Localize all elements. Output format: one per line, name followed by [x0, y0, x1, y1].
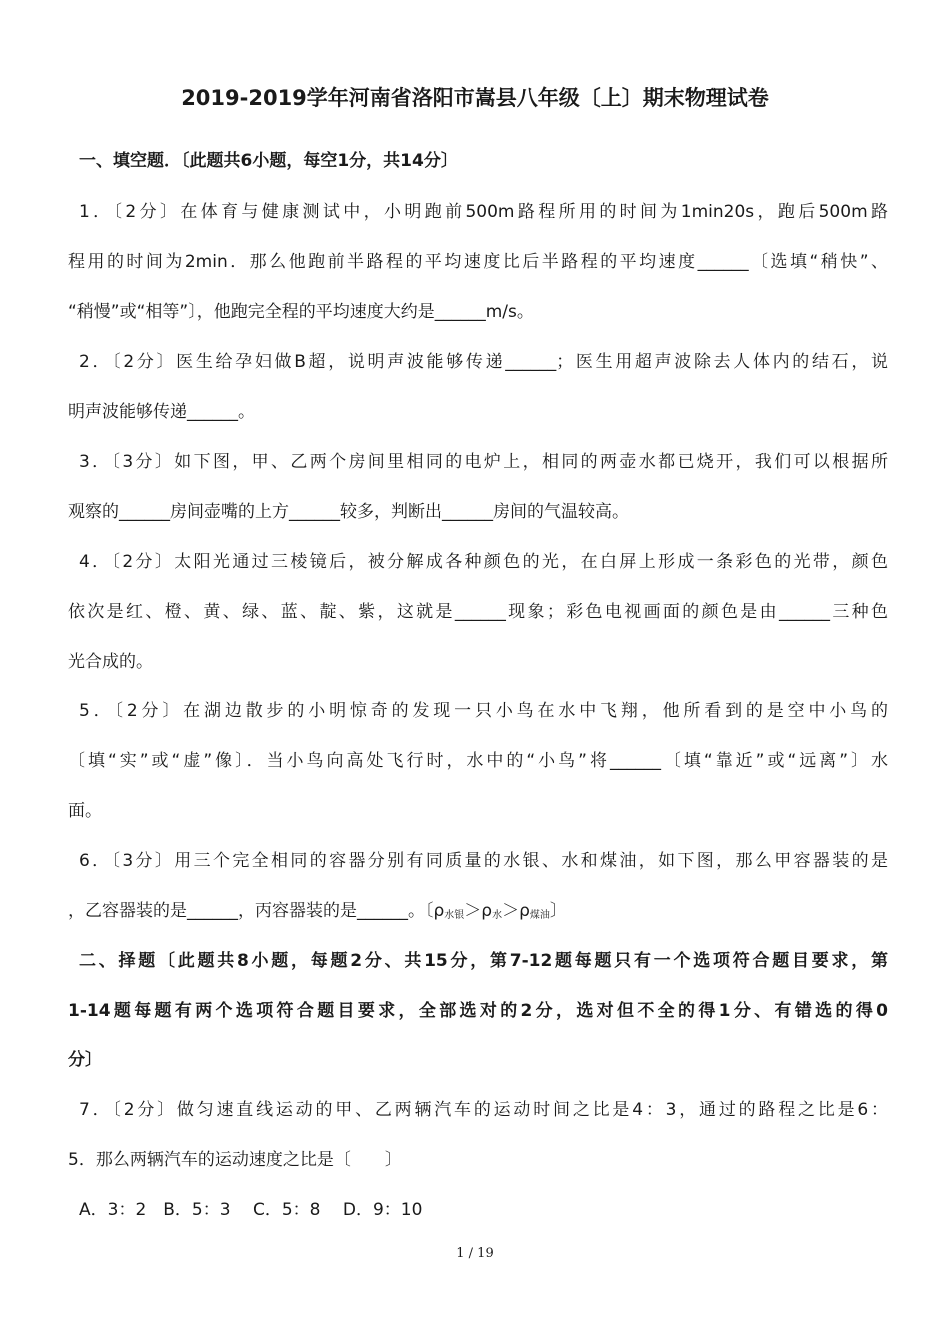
question-7-line-1: 7．〔2分〕做匀速直线运动的甲、乙两辆汽车的运动时间之比是4：3，通过的路程之比是6：: [79, 1100, 888, 1120]
page-number: 1 / 19: [456, 1246, 494, 1261]
question-6-line-2-text: ，乙容器装的是______，丙容器装的是______。〔ρ: [68, 901, 445, 921]
section-heading-fill-in: 一、填空题．〔此题共6小题，每空1分，共14分〕: [79, 151, 458, 171]
question-5-line-2: 〔填“实”或“虚”像〕．当小鸟向高处飞行时，水中的“小鸟”将______〔填“靠近”或“远离”〕水: [68, 751, 888, 771]
page-title: 2019-2019学年河南省洛阳市嵩县八年级〔上〕期末物理试卷: [181, 86, 769, 110]
section-heading-choice-line-1: 二、择题〔此题共8小题，每题2分、共15分，第7-12题每题只有一个选项符合题目要求，第: [79, 951, 888, 971]
question-4-line-3: 光合成的。: [68, 652, 153, 672]
question-3-line-1: 3．〔3分〕如下图，甲、乙两个房间里相同的电炉上，相同的两壶水都已烧开，我们可以根据所: [79, 452, 888, 472]
question-5-line-3: 面。: [68, 801, 102, 821]
rho-subscript-kerosene: 煤油: [529, 910, 550, 921]
greater-than-rho-2: ＞ρ: [502, 901, 530, 921]
rho-subscript-water: 水: [492, 910, 503, 921]
question-5-line-1: 5．〔2分〕在湖边散步的小明惊奇的发现一只小鸟在水中飞翔，他所看到的是空中小鸟的: [79, 701, 888, 721]
question-7-line-2: 5．那么两辆汽车的运动速度之比是〔 〕: [68, 1150, 402, 1170]
section-heading-choice-line-2: 1-14题每题有两个选项符合题目要求，全部选对的2分，选对但不全的得1分、有错选的得0: [68, 1001, 888, 1021]
question-6-line-2-end: 〕: [549, 901, 567, 921]
section-heading-choice-line-3: 分〕: [68, 1050, 102, 1070]
question-1-line-2: 程用的时间为2min．那么他跑前半路程的平均速度比后半路程的平均速度______〔选填“稍快”、: [68, 252, 888, 272]
question-6-line-1: 6．〔3分〕用三个完全相同的容器分别有同质量的水银、水和煤油，如下图，那么甲容器装的是: [79, 851, 888, 871]
question-4-line-1: 4．〔2分〕太阳光通过三棱镜后，被分解成各种颜色的光，在白屏上形成一条彩色的光带，颜色: [79, 552, 888, 572]
question-2-line-2: 明声波能够传递______。: [68, 402, 255, 422]
question-6-line-2: [68, 898, 888, 924]
rho-subscript-mercury: 水银: [444, 910, 465, 921]
question-7-options: A．3：2 B．5：3 C．5：8 D．9：10: [79, 1200, 423, 1220]
question-2-line-1: 2．〔2分〕医生给孕妇做B超，说明声波能够传递______；医生用超声波除去人体内的结石，说: [79, 352, 888, 372]
question-1-line-3: “稍慢”或“相等”〕，他跑完全程的平均速度大约是______m/s。: [68, 302, 534, 322]
question-3-line-2: 观察的______房间壶嘴的上方______较多，判断出______房间的气温较高。: [68, 502, 629, 522]
question-1-line-1: 1．〔2分〕在体育与健康测试中，小明跑前500m路程所用的时间为1min20s，跑后500m路: [79, 202, 888, 222]
question-4-line-2: 依次是红、橙、黄、绿、蓝、靛、紫，这就是______现象；彩色电视画面的颜色是由______三种色: [68, 602, 888, 622]
greater-than-rho-1: ＞ρ: [464, 901, 493, 921]
